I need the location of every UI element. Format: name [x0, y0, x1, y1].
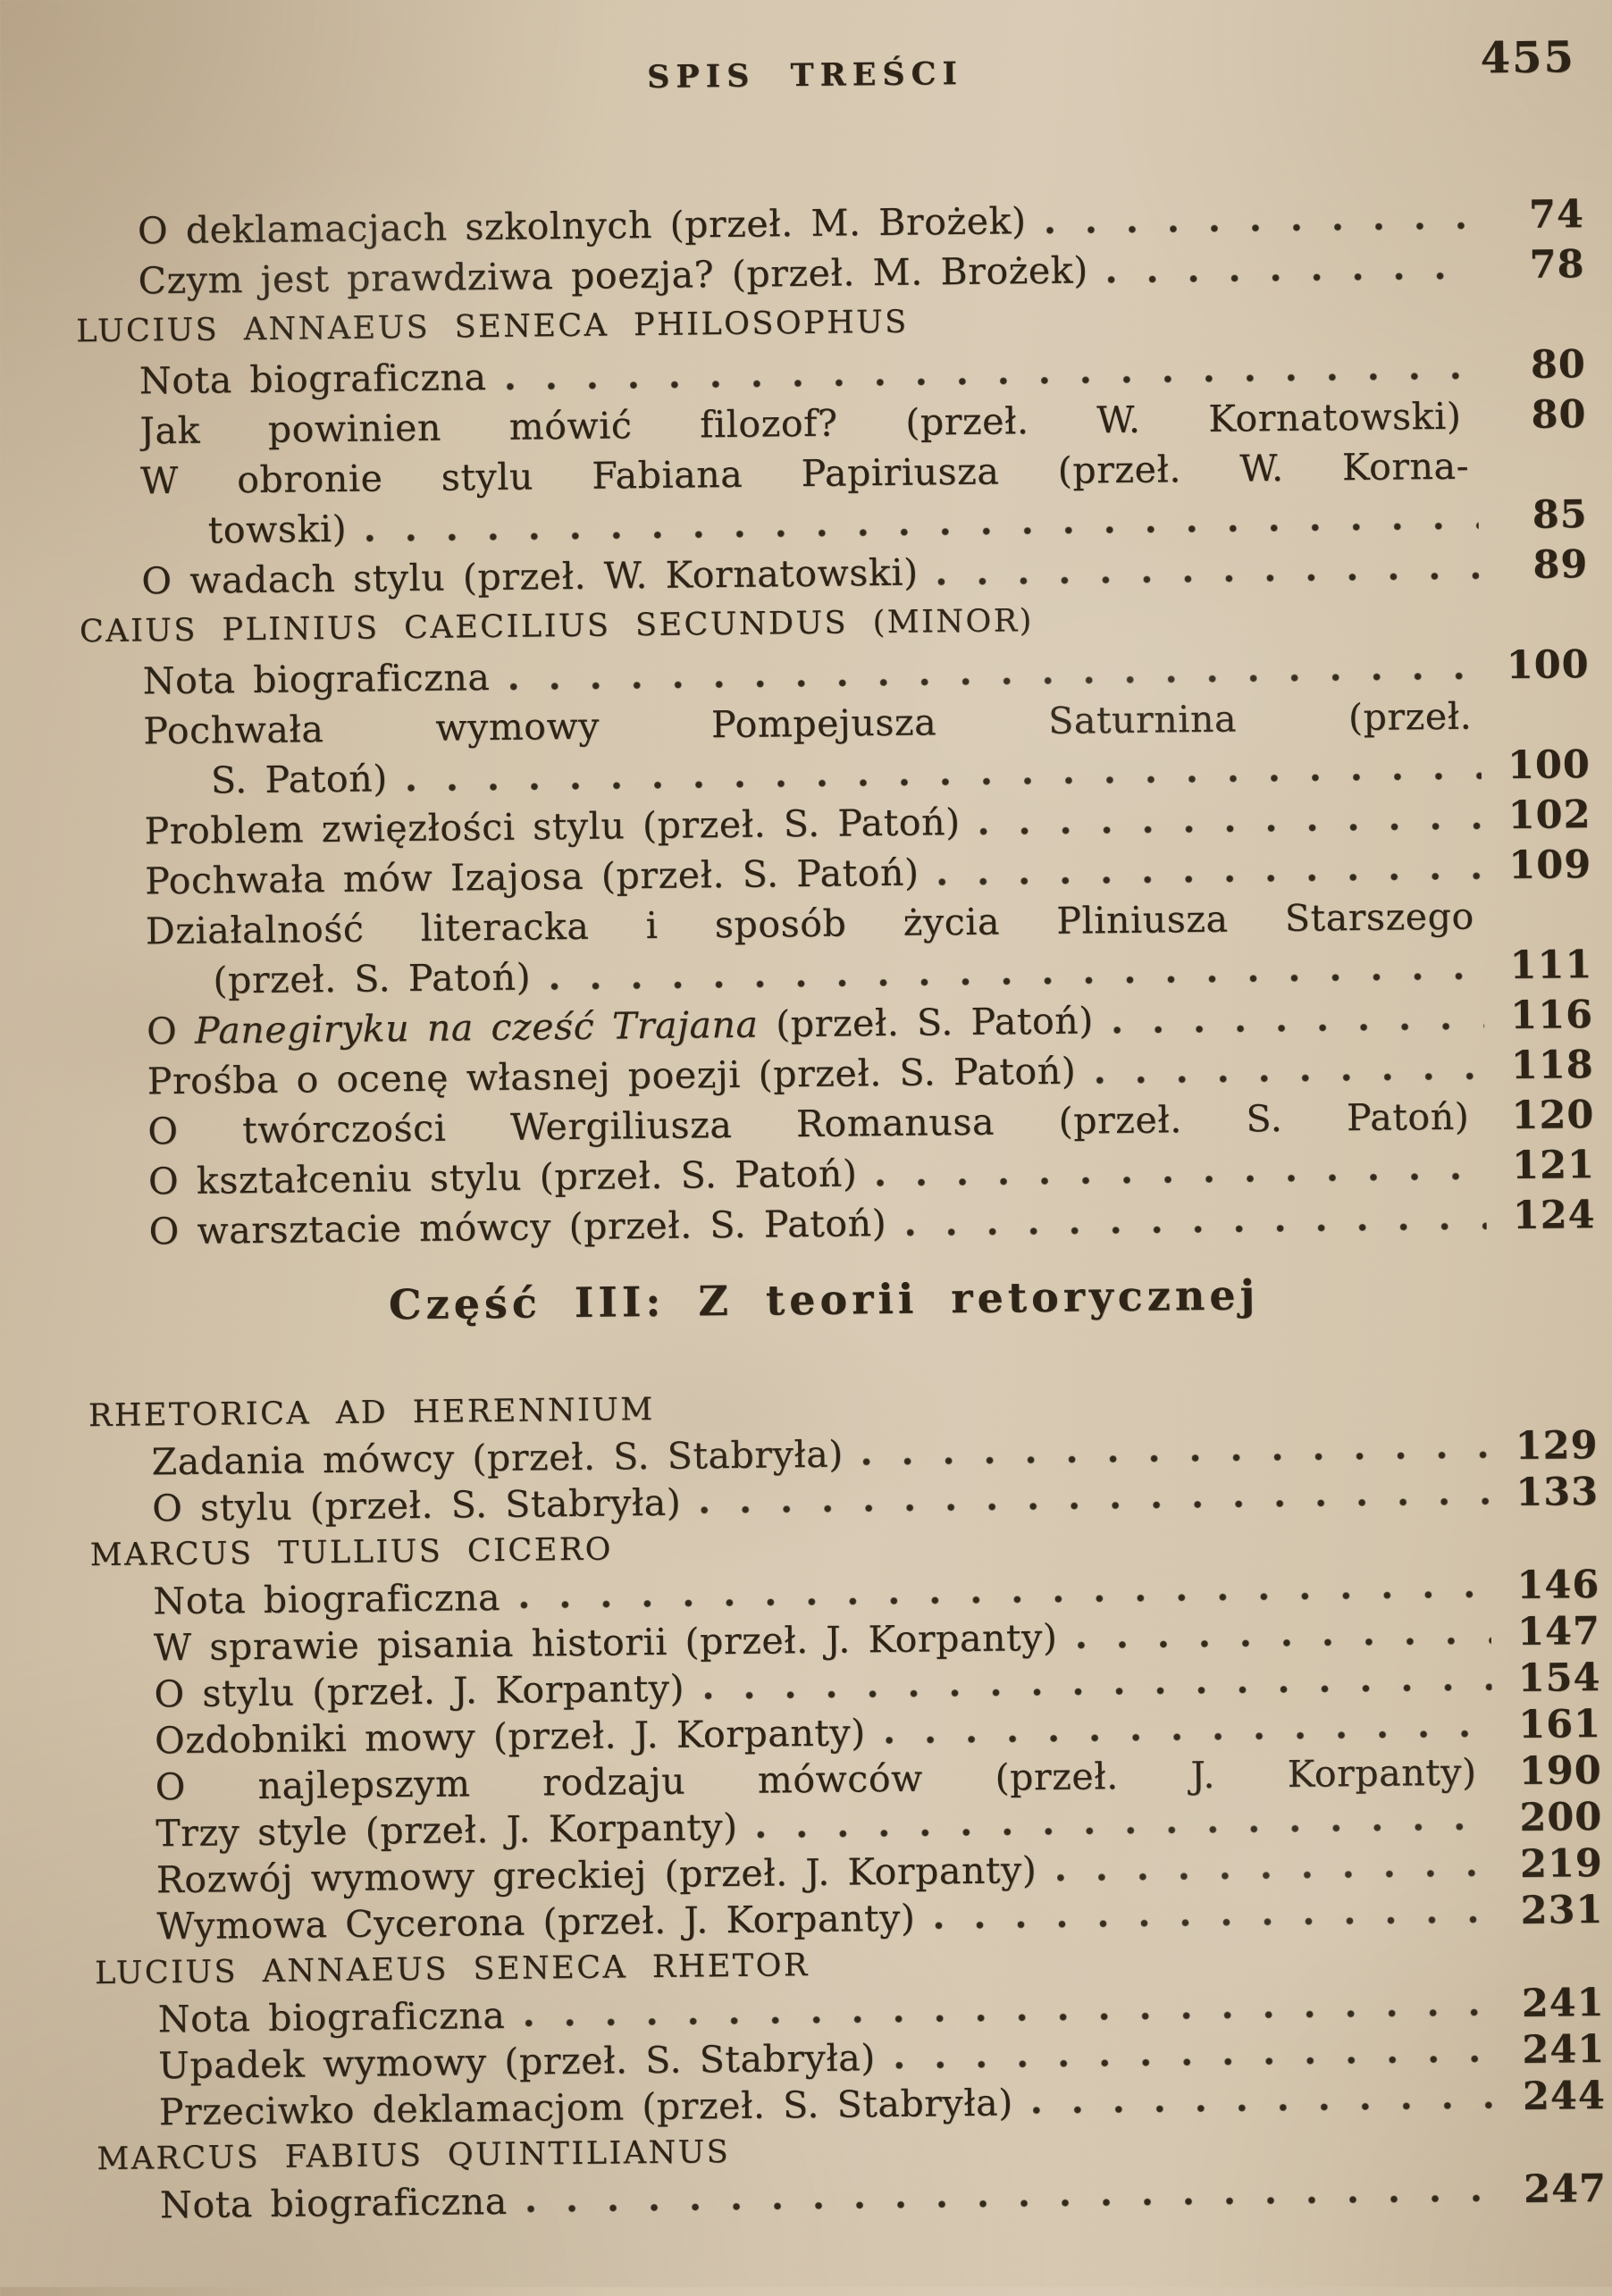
toc-entry-page: 111	[1509, 943, 1593, 989]
toc-entry-title: O twórczości Wergiliusza Romanusa (przeł. S. Patoń)	[147, 1094, 1470, 1153]
toc-entry-title: Wymowa Cycerona (przeł. J. Korpanty)	[156, 1896, 916, 1948]
dot-leader	[407, 771, 1482, 792]
dot-leader	[520, 1589, 1490, 1609]
toc-entry-title: W sprawie pisania historii (przeł. J. Korpanty)	[153, 1615, 1058, 1670]
toc-entry-continuation-text: S. Patoń)	[210, 757, 389, 802]
dot-leader	[1096, 1071, 1484, 1085]
toc-entry-page: 78	[1529, 242, 1585, 288]
section-title: LUCIUS ANNAEUS SENECA PHILOSOPHUS	[75, 304, 909, 350]
toc-entry-page: 124	[1512, 1192, 1596, 1239]
dot-leader	[550, 971, 1483, 991]
part-heading: Część III: Z teorii retorycznej	[388, 1270, 1260, 1329]
toc-entry-title-italic: Panegiryku na cześć Trajana	[194, 1002, 759, 1052]
toc-entry-page: 102	[1507, 792, 1591, 839]
toc-entry-title: Przeciwko deklamacjom (przeł. S. Stabryła)	[158, 2081, 1014, 2134]
dot-leader	[701, 1496, 1490, 1514]
dot-leader	[525, 2007, 1495, 2027]
toc-entry-page: 241	[1521, 1980, 1605, 2026]
toc-entry-page: 85	[1532, 492, 1588, 538]
toc-entry-page: 100	[1507, 742, 1591, 789]
toc-entry-title: Nota biograficzna	[139, 356, 487, 403]
section-title: RHETORICA AD HERENNIUM	[88, 1391, 655, 1435]
section-title: MARCUS TULLIUS CICERO	[89, 1531, 614, 1574]
toc-part2-entries	[0, 189, 1596, 1258]
toc-entry-page: 200	[1519, 1794, 1603, 1840]
page-header-title: SPIS TREŚCI	[646, 54, 964, 96]
toc-entry-page: 146	[1516, 1562, 1600, 1609]
dot-leader	[886, 1729, 1492, 1745]
dot-leader	[507, 371, 1477, 390]
dot-leader	[1056, 1868, 1494, 1882]
dot-leader	[1113, 1021, 1484, 1035]
dot-leader	[509, 671, 1480, 691]
toc-entry-title: Pochwała wymowy Pompejusza Saturnina (przeł.	[143, 694, 1473, 753]
toc-entry-title: Trzy style (przeł. J. Korpanty)	[155, 1805, 738, 1856]
toc-entry-title: Prośba o ocenę własnej poezji (przeł. S. Patoń)	[147, 1049, 1077, 1103]
toc-entry-title: Zadania mówcy (przeł. S. Stabryła)	[151, 1432, 844, 1484]
toc-entry-page: 121	[1511, 1142, 1596, 1189]
section-title: MARCUS FABIUS QUINTILIANUS	[97, 2134, 731, 2178]
dot-leader	[863, 1450, 1490, 1466]
toc-entry-page: 89	[1532, 542, 1589, 588]
toc-entry-page: 231	[1520, 1887, 1604, 1933]
toc-entry-page: 147	[1516, 1608, 1601, 1655]
toc-entry-page: 247	[1523, 2166, 1608, 2212]
toc-entry-continuation-text: towski)	[207, 507, 348, 552]
dot-leader	[758, 1822, 1494, 1839]
dot-leader	[895, 2054, 1496, 2070]
toc-entry-page: 74	[1528, 192, 1585, 238]
dot-leader	[938, 571, 1480, 586]
page-number: 455	[1480, 32, 1576, 84]
toc-entry-title: Nota biograficzna	[153, 1575, 501, 1623]
toc-entry-title-suffix: (przeł. S. Patoń)	[758, 999, 1095, 1046]
dot-leader	[366, 521, 1479, 542]
toc-entry-title: O stylu (przeł. J. Korpanty)	[154, 1666, 685, 1716]
section-title: LUCIUS ANNAEUS SENECA RHETOR	[94, 1948, 810, 1992]
toc-entry-page: 133	[1515, 1469, 1599, 1516]
toc-entry-title: O stylu (przeł. S. Stabryła)	[151, 1480, 682, 1530]
toc-entry-page: 129	[1515, 1422, 1599, 1470]
toc-entry-title: O warsztacie mówcy (przeł. S. Patoń)	[148, 1201, 887, 1253]
toc-entry-title: O wadach stylu (przeł. W. Kornatowski)	[141, 550, 919, 603]
dot-leader	[704, 1682, 1491, 1700]
toc-entry-continuation-text: (przeł. S. Patoń)	[213, 955, 532, 1002]
toc-entry-title: Pochwała mów Izajosa (przeł. S. Patoń)	[144, 851, 919, 903]
toc-entry-title: Rozwój wymowy greckiej (przeł. J. Korpanty)	[155, 1848, 1037, 1902]
toc-part3-entries	[4, 1376, 1608, 2230]
toc-entry-page: 80	[1530, 342, 1587, 388]
toc-entry-title: Nota biograficzna	[157, 1993, 506, 2041]
dot-leader	[1077, 1636, 1491, 1649]
toc-entry-title: Upadek wymowy (przeł. S. Stabryła)	[157, 2036, 877, 2088]
dot-leader	[980, 821, 1482, 835]
toc-entry-page: 118	[1510, 1042, 1594, 1089]
dot-leader	[939, 871, 1483, 886]
toc-entry-title: O kształceniu stylu (przeł. S. Patoń)	[147, 1152, 858, 1203]
toc-entry-title: Ozdobniki mowy (przeł. J. Korpanty)	[154, 1711, 867, 1763]
toc-entry-title: O deklamacjach szkolnych (przeł. M. Brożek)	[137, 199, 1027, 253]
dot-leader	[906, 1221, 1486, 1236]
dot-leader	[527, 2193, 1498, 2213]
toc-entry-page: 109	[1508, 842, 1592, 889]
dot-leader	[1108, 271, 1476, 284]
toc-entry-title-prefix: O	[146, 1009, 196, 1053]
toc-entry-title: Nota biograficzna	[159, 2179, 508, 2227]
toc-entry-title: Nota biograficzna	[142, 655, 491, 703]
toc-entry-page: 120	[1511, 1092, 1595, 1139]
toc-entry-page: 116	[1509, 993, 1594, 1039]
toc-entry-page: 244	[1522, 2073, 1607, 2119]
toc-entry-page: 161	[1517, 1701, 1602, 1747]
toc-entry-title: Problem zwięzłości stylu (przeł. S. Patoń)	[144, 800, 961, 853]
toc-entry-page: 154	[1517, 1655, 1601, 1702]
toc-entry-title: Czym jest prawdziwa poezja? (przeł. M. Brożek)	[138, 248, 1089, 303]
dot-leader	[1033, 2100, 1497, 2115]
toc-entry-page: 241	[1522, 2026, 1606, 2073]
dot-leader	[935, 1915, 1494, 1930]
toc-entry-page: 80	[1531, 392, 1587, 438]
toc-entry-page: 190	[1518, 1747, 1602, 1794]
toc-entry-title: W obronie stylu Fabiana Papiriusza (przeł. W. Korna-	[139, 444, 1470, 503]
section-title: CAIUS PLINIUS CAECILIUS SECUNDUS (MINOR)	[79, 603, 1034, 650]
toc-entry-title: Działalność literacka i sposób życia Pliniusza Starszego	[145, 894, 1475, 953]
toc-entry-title: O najlepszym rodzaju mówców (przeł. J. Korpanty)	[155, 1750, 1477, 1809]
dot-leader	[877, 1171, 1486, 1187]
toc-entry-page: 219	[1519, 1840, 1604, 1887]
dot-leader	[1046, 221, 1475, 234]
toc-entry-page: 100	[1506, 642, 1590, 689]
toc-entry-title: Jak powinien mówić filozof? (przeł. W. Kornatowski)	[139, 394, 1462, 453]
